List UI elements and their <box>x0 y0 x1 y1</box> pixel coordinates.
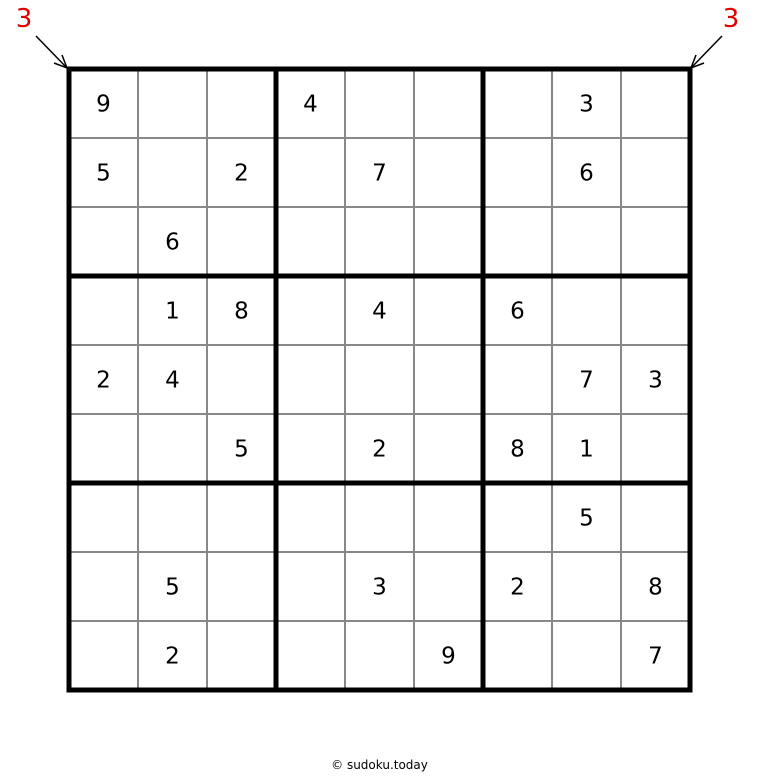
given-digit-r1c4: 4 <box>303 91 318 118</box>
given-digit-r4c7: 6 <box>510 298 525 325</box>
clue-top-right-arrow-icon <box>691 36 722 68</box>
sudoku-cell-r8c8[interactable] <box>555 555 618 618</box>
given-digit-r4c3: 8 <box>234 298 249 325</box>
clue-top-left-arrow-icon <box>36 36 67 68</box>
sudoku-cell-r9c1[interactable] <box>72 624 135 687</box>
sudoku-cell-r3c8[interactable] <box>555 210 618 273</box>
sudoku-cell-r7c7[interactable] <box>486 486 549 549</box>
given-digit-r8c9: 8 <box>648 574 663 601</box>
sudoku-cell-r7c1[interactable] <box>72 486 135 549</box>
sudoku-cell-r5c5[interactable] <box>348 348 411 411</box>
cells <box>72 72 687 687</box>
sudoku-cell-r6c6[interactable] <box>417 417 480 480</box>
given-digit-r3c2: 6 <box>165 229 180 256</box>
sudoku-cell-r3c9[interactable] <box>624 210 687 273</box>
sudoku-cell-r7c3[interactable] <box>210 486 273 549</box>
copyright-footer: © sudoku.today <box>331 758 428 772</box>
sudoku-cell-r3c6[interactable] <box>417 210 480 273</box>
sudoku-cell-r6c4[interactable] <box>279 417 342 480</box>
sudoku-cell-r2c6[interactable] <box>417 141 480 204</box>
sudoku-cell-r1c2[interactable] <box>141 72 204 135</box>
given-digit-r8c7: 2 <box>510 574 525 601</box>
sudoku-cell-r1c5[interactable] <box>348 72 411 135</box>
sudoku-cell-r4c8[interactable] <box>555 279 618 342</box>
given-digit-r4c2: 1 <box>165 298 180 325</box>
sudoku-cell-r7c4[interactable] <box>279 486 342 549</box>
given-digit-r5c1: 2 <box>96 367 111 394</box>
sudoku-cell-r1c7[interactable] <box>486 72 549 135</box>
sudoku-cell-r9c5[interactable] <box>348 624 411 687</box>
sudoku-cell-r1c3[interactable] <box>210 72 273 135</box>
sudoku-cell-r1c6[interactable] <box>417 72 480 135</box>
clue-top-left-value: 3 <box>15 4 33 34</box>
sudoku-cell-r5c7[interactable] <box>486 348 549 411</box>
sudoku-cell-r8c4[interactable] <box>279 555 342 618</box>
sudoku-cell-r2c7[interactable] <box>486 141 549 204</box>
sudoku-cell-r4c1[interactable] <box>72 279 135 342</box>
sudoku-cell-r3c7[interactable] <box>486 210 549 273</box>
given-digit-r9c2: 2 <box>165 643 180 670</box>
sudoku-cell-r4c9[interactable] <box>624 279 687 342</box>
sudoku-cell-r1c9[interactable] <box>624 72 687 135</box>
diagonal-clue-top-right <box>691 4 739 68</box>
given-digit-r2c3: 2 <box>234 160 249 187</box>
sudoku-cell-r3c5[interactable] <box>348 210 411 273</box>
sudoku-cell-r7c5[interactable] <box>348 486 411 549</box>
given-digit-r9c9: 7 <box>648 643 663 670</box>
sudoku-cell-r7c2[interactable] <box>141 486 204 549</box>
given-digit-r9c6: 9 <box>441 643 456 670</box>
given-digit-r6c5: 2 <box>372 436 387 463</box>
given-digit-r5c8: 7 <box>579 367 594 394</box>
given-digit-r2c5: 7 <box>372 160 387 187</box>
sudoku-cell-r7c6[interactable] <box>417 486 480 549</box>
given-digit-r1c8: 3 <box>579 91 594 118</box>
sudoku-cell-r8c1[interactable] <box>72 555 135 618</box>
sudoku-cell-r5c4[interactable] <box>279 348 342 411</box>
given-digit-r6c3: 5 <box>234 436 249 463</box>
given-digit-r2c1: 5 <box>96 160 111 187</box>
sudoku-cell-r9c4[interactable] <box>279 624 342 687</box>
sudoku-cell-r8c3[interactable] <box>210 555 273 618</box>
sudoku-cell-r3c4[interactable] <box>279 210 342 273</box>
sudoku-cell-r6c2[interactable] <box>141 417 204 480</box>
sudoku-cell-r5c6[interactable] <box>417 348 480 411</box>
sudoku-cell-r8c6[interactable] <box>417 555 480 618</box>
sudoku-cell-r4c6[interactable] <box>417 279 480 342</box>
given-digit-r6c7: 8 <box>510 436 525 463</box>
given-digit-r8c2: 5 <box>165 574 180 601</box>
given-digit-r7c8: 5 <box>579 505 594 532</box>
sudoku-cell-r4c4[interactable] <box>279 279 342 342</box>
given-digit-r4c5: 4 <box>372 298 387 325</box>
sudoku-cell-r6c1[interactable] <box>72 417 135 480</box>
sudoku-cell-r2c9[interactable] <box>624 141 687 204</box>
given-digit-r5c9: 3 <box>648 367 663 394</box>
sudoku-cell-r6c9[interactable] <box>624 417 687 480</box>
given-digit-r6c8: 1 <box>579 436 594 463</box>
diagonal-clue-top-left <box>16 4 67 68</box>
sudoku-cell-r5c3[interactable] <box>210 348 273 411</box>
sudoku-cell-r2c4[interactable] <box>279 141 342 204</box>
sudoku-cell-r3c3[interactable] <box>210 210 273 273</box>
clue-top-right-value: 3 <box>722 4 740 34</box>
sudoku-cell-r7c9[interactable] <box>624 486 687 549</box>
sudoku-cell-r9c8[interactable] <box>555 624 618 687</box>
sudoku-cell-r9c7[interactable] <box>486 624 549 687</box>
sudoku-cell-r3c1[interactable] <box>72 210 135 273</box>
given-digit-r8c5: 3 <box>372 574 387 601</box>
sudoku-cell-r9c3[interactable] <box>210 624 273 687</box>
given-digit-r2c8: 6 <box>579 160 594 187</box>
sudoku-cell-r2c2[interactable] <box>141 141 204 204</box>
given-digit-r1c1: 9 <box>96 91 111 118</box>
given-digit-r5c2: 4 <box>165 367 180 394</box>
